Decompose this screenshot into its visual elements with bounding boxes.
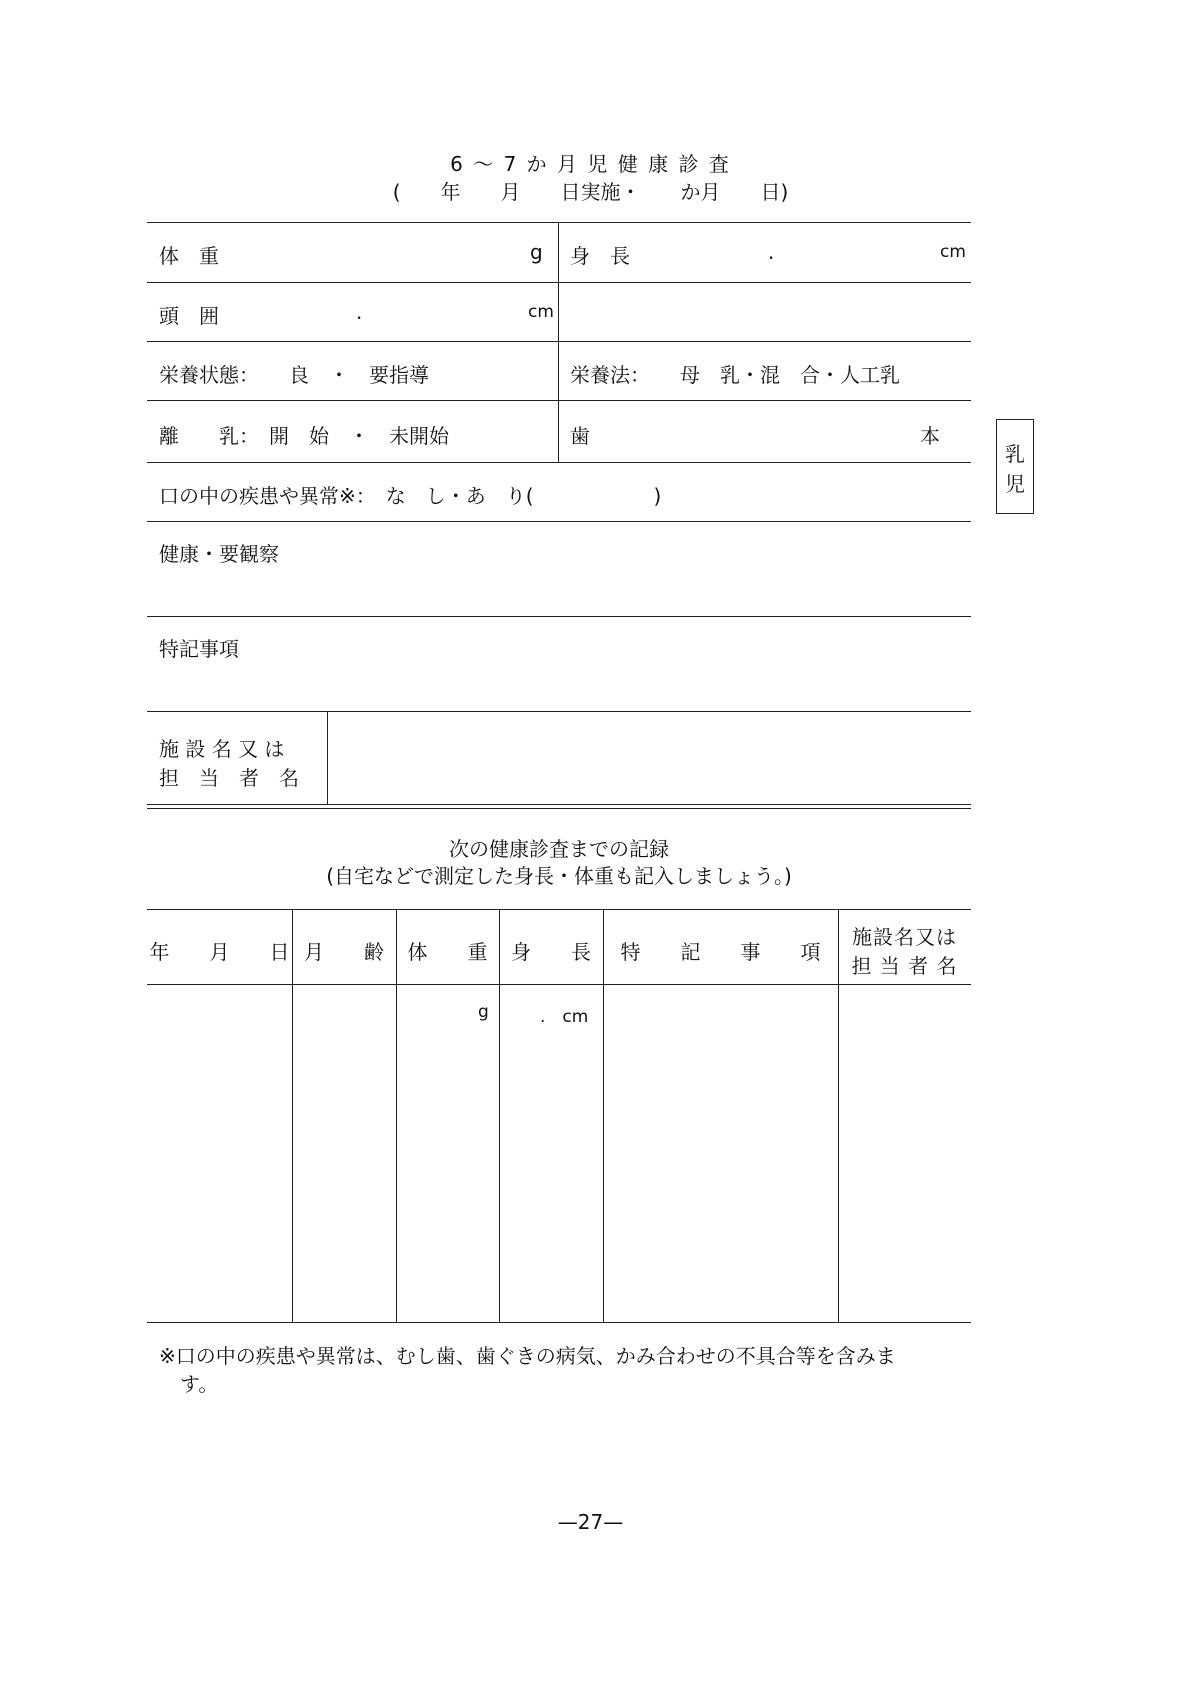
facility-label-line2: 担 当 者 名 [159,766,299,790]
record-title: 次の健康診査までの記録 [449,837,669,861]
header-facility-line2: 担 当 者 名 [851,954,958,978]
head-dot: . [356,300,363,324]
header-age: 月 齢 [304,940,384,964]
footnote: ※口の中の疾患や異常は、むし歯、歯ぐきの病気、かみ合わせの不具合等を含みま [159,1344,896,1368]
page-title: 6 ～ 7 か 月 児 健 康 診 査 [450,152,731,176]
head-unit: cm [528,302,554,322]
record-subtitle: (自宅などで測定した身長・体重も記入しましょう。) [326,864,792,888]
facility-label-line1: 施 設 名 又 は [159,737,285,761]
weaning: 離 乳： 開 始 ・ 未開始 [159,424,449,448]
footnote-cont: す。 [180,1372,219,1396]
side-tab-char: 乳 [1005,442,1025,466]
weight-label: 体 重 [159,244,219,268]
teeth-unit: 本 [920,424,940,448]
special-notes: 特記事項 [159,637,239,661]
header-date: 年 月 日 [149,940,290,964]
header-facility-line1: 施設名又は [852,925,957,949]
nutrition-method: 栄養法： 母 乳・混 合・人工乳 [570,363,900,387]
height-unit: cm [940,242,966,262]
head-circumference-label: 頭 囲 [159,304,219,328]
teeth-label: 歯 [570,424,590,448]
page-subtitle: ( 年 月 日実施・ か月 日) [392,180,789,204]
page-number: —27— [557,1510,624,1534]
header-weight: 体 重 [407,940,488,964]
height-label: 身 長 [570,244,630,268]
side-tab-infant [996,419,1034,514]
oral-condition: 口の中の疾患や異常※： な し・あ り( ) [159,484,662,508]
header-notes: 特 記 事 項 [620,940,821,964]
record-height-unit: . cm [540,1007,589,1027]
weight-unit: g [530,240,543,264]
height-dot: . [768,240,775,264]
record-weight-unit: g [478,1002,489,1022]
header-height: 身 長 [511,940,591,964]
side-tab-char: 児 [1005,472,1025,496]
health-observation: 健康・要観察 [159,542,279,566]
nutrition-status: 栄養状態： 良 ・ 要指導 [159,363,429,387]
